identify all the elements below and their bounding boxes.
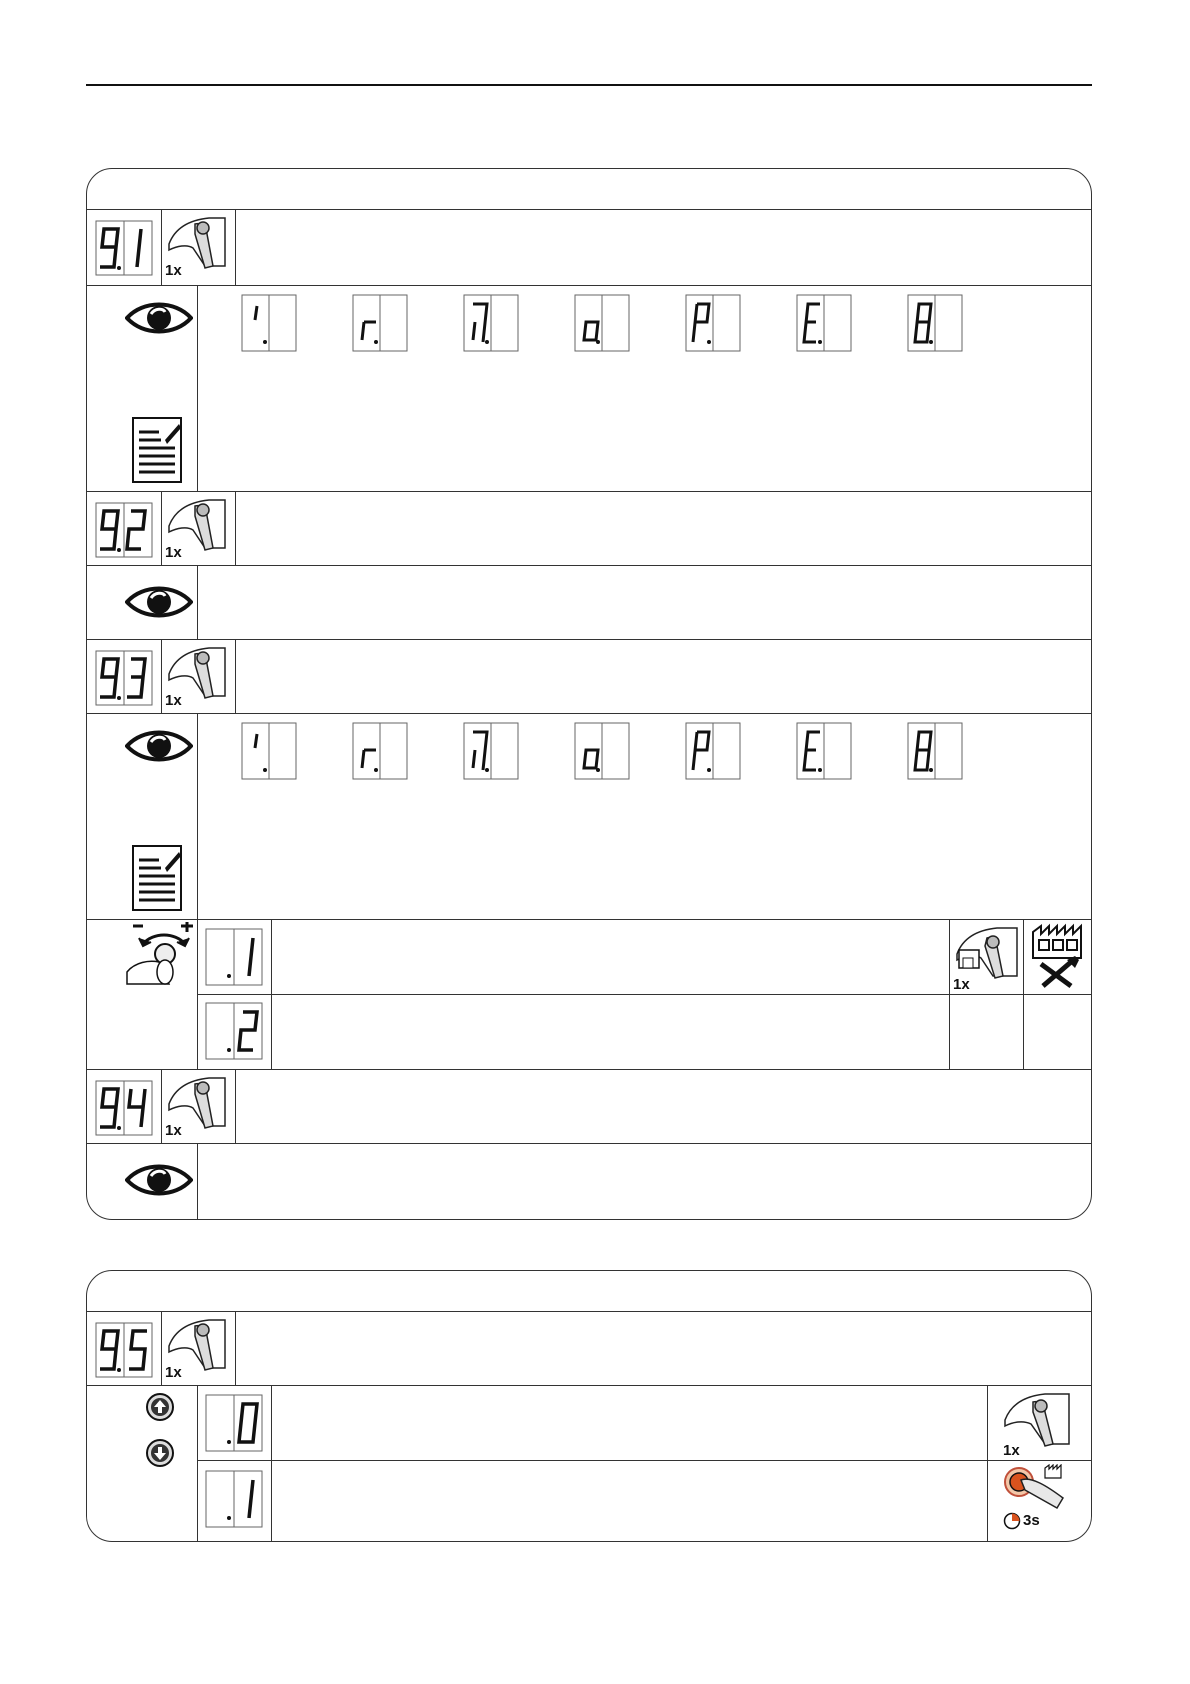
segment-display-E [796,294,852,357]
segment-display-E [796,722,852,785]
eye-icon [125,582,193,622]
dial-adjust-icon [125,922,197,988]
segment-display-r [352,722,408,785]
document-edit-icon [131,416,183,484]
press-count-label: 1x [953,976,970,993]
eye-icon [125,298,193,338]
settings-panel-9-5 [86,1270,1092,1542]
step-row-9-3 [87,639,1091,713]
options-row-9-3 [87,919,1091,1069]
header-rule [86,84,1092,86]
option-value-2 [205,1002,263,1060]
segment-display-1 [241,294,297,357]
eye-icon [125,726,193,766]
step-row-9-2 [87,491,1091,565]
segment-display-o [574,294,630,357]
segment-display-P [685,294,741,357]
factory-reset-icon [1027,922,1089,990]
save-press-icon [953,924,1021,980]
press-count-label: 1x [165,262,182,279]
timer-icon [1003,1512,1021,1530]
segment-display-r [352,294,408,357]
segment-sequence-1 [241,294,1001,354]
segment-display-9-5 [95,1322,153,1378]
eye-row-2 [87,565,1091,639]
hold-time-label: 3s [1023,1512,1040,1529]
segment-display-9-3 [95,650,153,706]
hold-press-icon [1001,1464,1073,1510]
press-count-label: 1x [165,1122,182,1139]
segment-display-P [685,722,741,785]
option-value-1 [205,928,263,986]
segment-display-9-2 [95,502,153,558]
segment-display-o [574,722,630,785]
option-value-1 [205,1470,263,1528]
segment-display-1 [241,722,297,785]
arrow-up-button-icon [145,1392,175,1422]
arrow-down-button-icon [145,1438,175,1468]
display-sequence-row-2 [87,713,1091,919]
segment-display-n [463,722,519,785]
press-count-label: 1x [165,544,182,561]
press-count-label: 1x [165,1364,182,1381]
finger-press-icon [165,214,229,270]
segment-display-n [463,294,519,357]
press-count-label: 1x [1003,1442,1020,1459]
step-row-9-1 [87,209,1091,285]
segment-display-9-4 [95,1080,153,1136]
eye-row-4 [87,1143,1091,1220]
segment-display-8 [907,294,963,357]
segment-display-8 [907,722,963,785]
step-row-9-5 [87,1311,1091,1385]
eye-icon [125,1160,193,1200]
option-value-0 [205,1394,263,1452]
finger-press-icon [1001,1390,1073,1448]
press-count-label: 1x [165,692,182,709]
document-edit-icon [131,844,183,912]
display-sequence-row-1 [87,285,1091,491]
segment-sequence-2 [241,722,1001,782]
step-row-9-4 [87,1069,1091,1143]
segment-display-9-1 [95,220,153,276]
options-row-9-5 [87,1385,1091,1542]
settings-panel-9 [86,168,1092,1220]
